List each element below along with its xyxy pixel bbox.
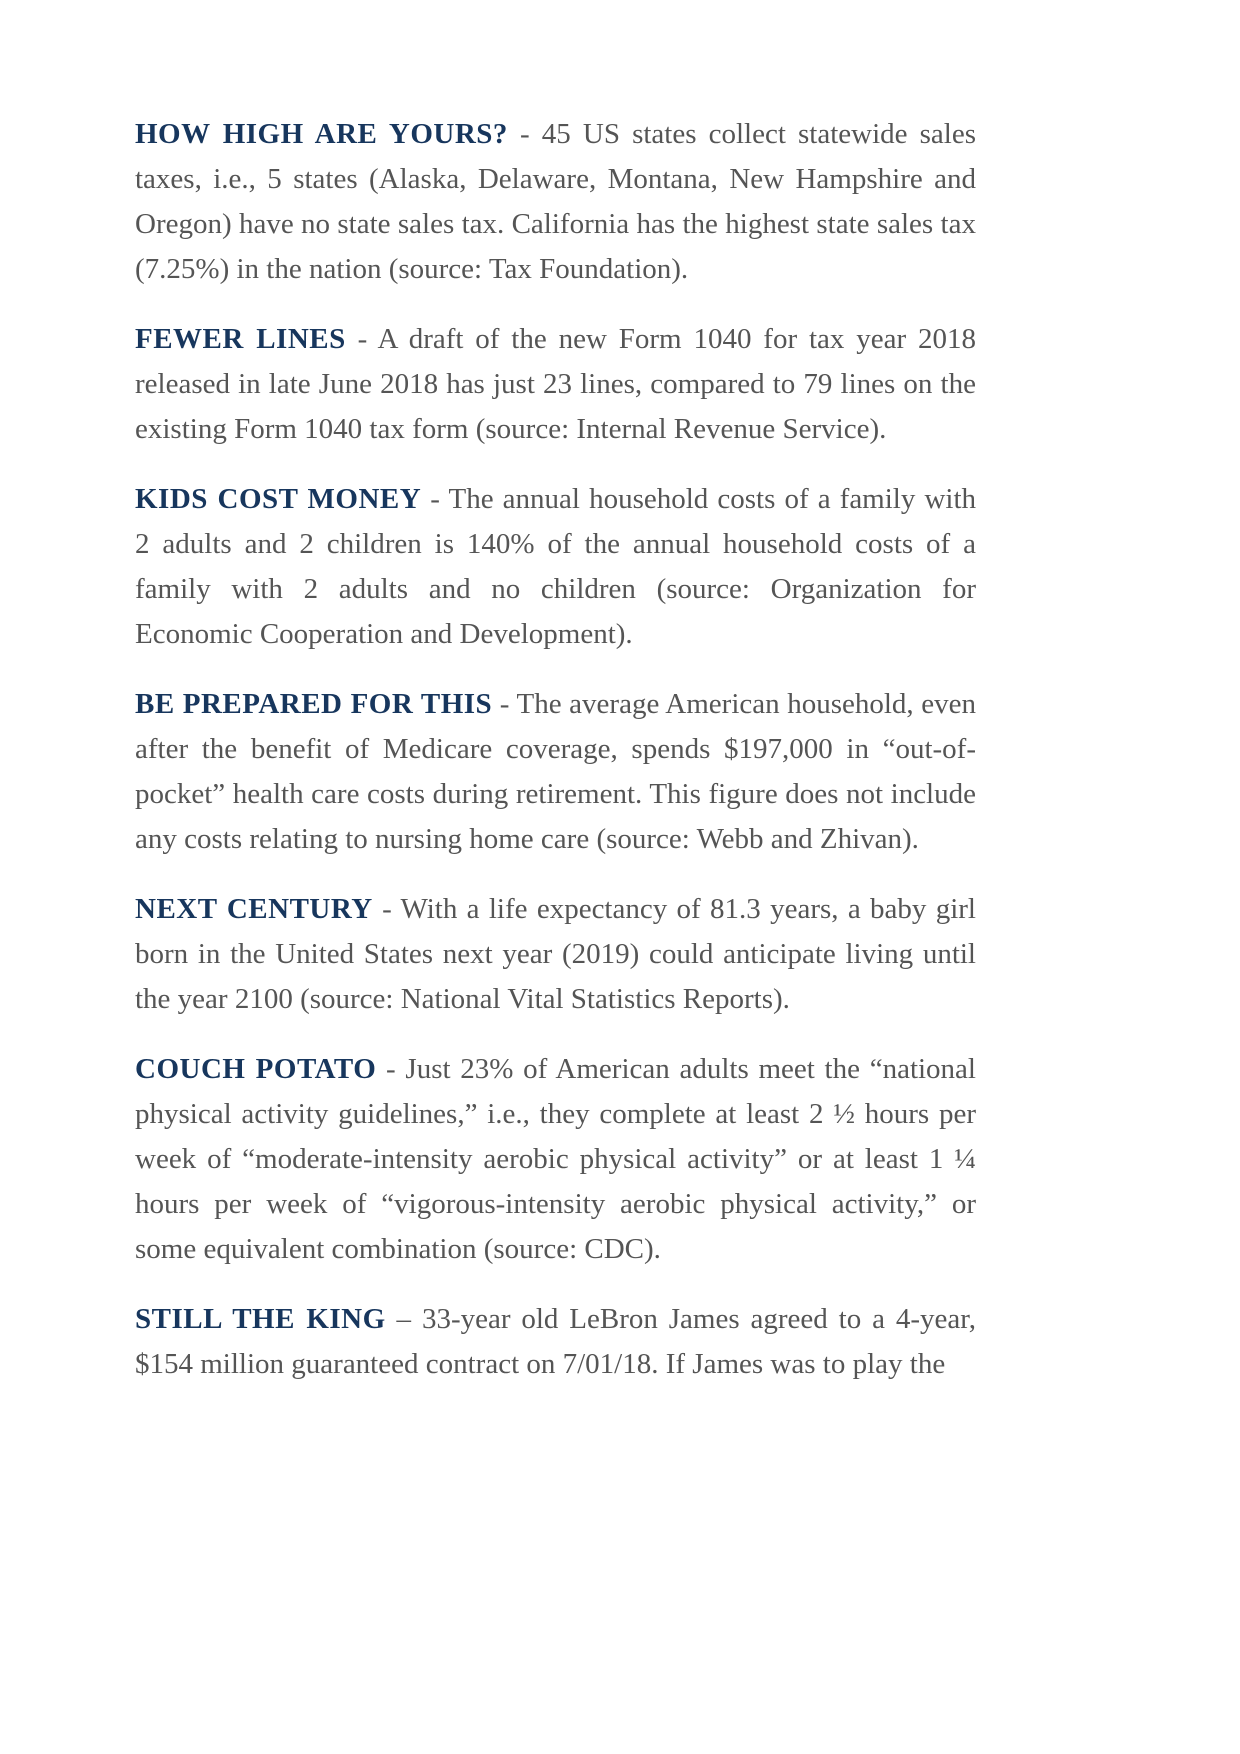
fact-body-text: With a life expectancy of 81.3 years, a baby girl born in the United States next year (2019) could anticipate living until the year 2100 (source: National Vital Statistics Reports). [135, 893, 976, 1015]
fact-separator: - [372, 893, 401, 925]
fact-paragraph [135, 1297, 976, 1387]
fact-paragraph [135, 682, 976, 862]
fact-body-text: A draft of the new Form 1040 for tax year 2018 released in late June 2018 has just 23 lines, compared to 79 lines on the existing Form 1040 tax form (source: Internal Revenue Service). [135, 323, 976, 445]
fact-separator: - [421, 483, 449, 515]
fact-paragraph [135, 317, 976, 452]
fact-paragraph [135, 477, 976, 657]
fact-separator: - [345, 323, 378, 355]
fact-body-text: Just 23% of American adults meet the “national physical activity guidelines,” i.e., they complete at least 2 ½ hours per week of “moderate-intensity aerobic physical activity” or at least 1 ¼ hours per week of “vigorous-intensity aerobic physical activity,” or some equivalent combination (source: CDC). [135, 1053, 976, 1265]
fact-body-text: The annual household costs of a family with 2 adults and 2 children is 140% of the annual household costs of a family with 2 adults and no children (source: Organization for Economic Cooperation and Development). [135, 483, 976, 650]
fact-heading: FEWER LINES [135, 323, 346, 355]
fact-paragraph [135, 112, 976, 292]
fact-heading: STILL THE KING [135, 1303, 386, 1335]
fact-body-text: The average American household, even after the benefit of Medicare coverage, spends $197,000 in “out-of-pocket” health care costs during retirement. This figure does not include any costs relating to nursing home care (source: Webb and Zhivan). [135, 688, 976, 855]
fact-heading: COUCH POTATO [135, 1053, 377, 1085]
fact-heading: NEXT CENTURY [135, 893, 373, 925]
fact-paragraph [135, 1047, 976, 1272]
fact-body-text: 33-year old LeBron James agreed to a 4-year, $154 million guaranteed contract on 7/01/18. If James was to play the [135, 1303, 977, 1380]
fact-body-text: 45 US states collect statewide sales taxes, i.e., 5 states (Alaska, Delaware, Montana, New Hampshire and Oregon) have no state sales tax. California has the highest state sales tax (7.25%) in the nation (source: Tax Foundation). [135, 118, 976, 285]
fact-paragraph [135, 887, 976, 1022]
fact-separator: – [385, 1303, 422, 1335]
fact-separator: - [492, 688, 517, 720]
fact-heading: KIDS COST MONEY [135, 483, 422, 515]
fact-separator: - [376, 1053, 406, 1085]
fact-separator: - [507, 118, 542, 150]
fact-heading: BE PREPARED FOR THIS [135, 688, 493, 720]
document-body [135, 112, 976, 1412]
fact-heading: HOW HIGH ARE YOURS? [135, 118, 508, 150]
